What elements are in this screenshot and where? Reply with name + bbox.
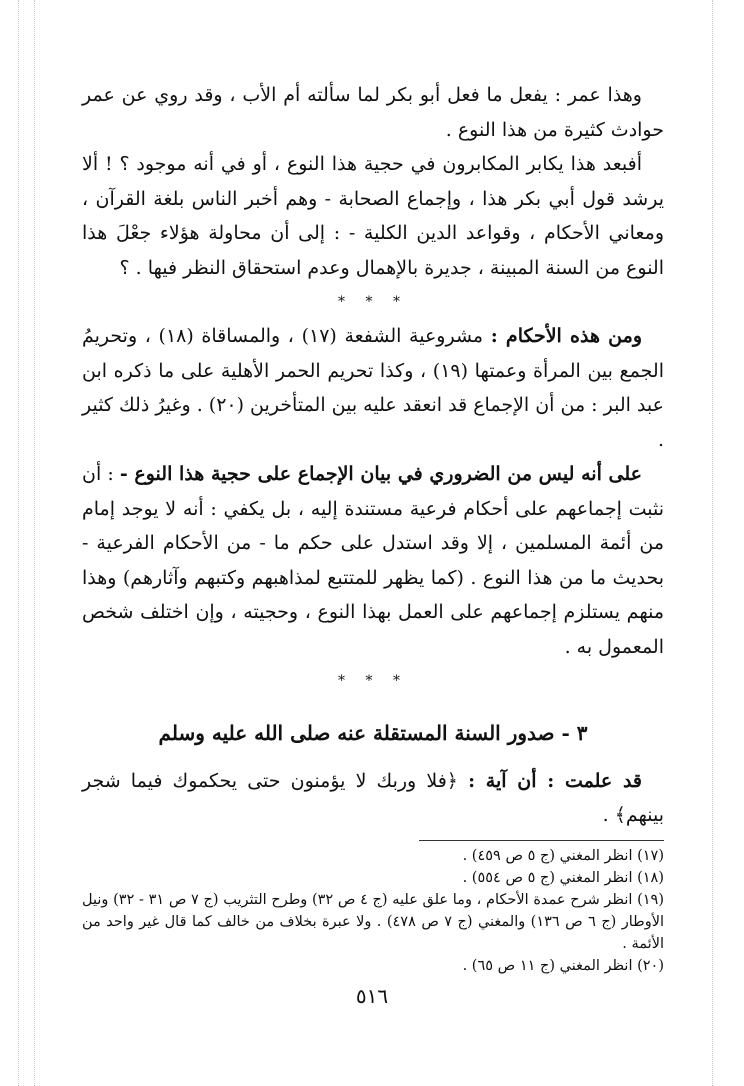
margin-guide-left-inner: [34, 0, 35, 1086]
section-heading: ٣ - صدور السنة المستقلة عنه صلى الله عليه وسلم: [158, 721, 588, 745]
section-separator: * * *: [338, 673, 408, 689]
margin-guide-right: [712, 0, 713, 1086]
section-separator: * * *: [338, 294, 408, 310]
paragraph-2: أفبعد هذا يكابر المكابرون في حجية هذا النوع ، أو في أنه موجود ؟ ! ألا يرشد قول أبي بكر هذا ، وإجماع الصحابة - وهم أخبر الناس بلغة القرآن ، ومعاني الأحكام ، وقواعد الدين الكلية - : إلى أن محاولة هؤلاء جعْلَ هذا النوع من السنة المبينة ، جديرة بالإهمال وعدم استحقاق النظر فيها . ؟: [82, 153, 664, 279]
quran-verse: ﴿فلا وربك لا يؤمنون حتى يحكموك فيما شجر بينهم﴾ .: [82, 770, 664, 826]
footnote-18: (١٨) انظر المغني (ج ٥ ص ٥٥٤) .: [462, 870, 664, 886]
paragraph-1: وهذا عمر : يفعل ما فعل أبو بكر لما سألته أم الأب ، وقد روي عن عمر حوادث كثيرة من هذا النوع .: [82, 84, 664, 141]
paragraph-3-lead: ومن هذه الأحكام :: [490, 325, 642, 347]
paragraph-3: [82, 319, 664, 457]
footnote-19: (١٩) انظر شرح عمدة الأحكام ، وما علق عليه (ج ٤ ص ٣٢) وطرح التثريب (ج ٧ ص ٣١ - ٣٢) ونيل الأوطار (ج ٦ ص ١٣٦) والمغني (ج ٧ ص ٤٧٨) . ولا عبرة بخلاف من خالف كما قال غير واحد من الأئمة .: [82, 892, 665, 952]
paragraph-3-text: مشروعية الشفعة (١٧) ، والمساقاة (١٨) ، وتحريمُ الجمع بين المرأة وعمتها (١٩) ، وكذا تحريم الحمر الأهلية على ما ذكره ابن عبد البر : من أن الإجماع قد انعقد عليه بين المتأخرين (٢٠) . وغيرُ ذلك كثير .: [81, 325, 664, 451]
footnote-17: (١٧) انظر المغني (ج ٥ ص ٤٥٩) .: [462, 848, 664, 864]
paragraph-5-lead: قد علمت : أن آية :: [468, 770, 642, 792]
page-body: [82, 78, 664, 977]
page-number: ٥١٦: [355, 984, 389, 1008]
paragraph-4: [82, 457, 664, 664]
paragraph-5: [82, 764, 664, 832]
paragraph-4-text: : أن نثبت إجماعهم على أحكام فرعية مستندة إليه ، بل يكفي : أنه لا يوجد إمام من أئمة المسلمين ، إلا وقد استدل على حكم ما - من الأحكام الفرعية - بحديث ما من هذا النوع . (كما يظهر للمتتبع لمذاهبهم وكتبهم وآثارهم) وهذا منهم يستلزم إجماعهم على العمل بهذا النوع ، وحجيته ، وإن اختلف شخص المعمول به .: [82, 463, 664, 658]
paragraph-4-lead: على أنه ليس من الضروري في بيان الإجماع على حجية هذا النوع -: [119, 463, 642, 485]
footnote-20: (٢٠) انظر المغني (ج ١١ ص ٦٥) .: [462, 958, 664, 974]
footnotes: [82, 841, 664, 977]
margin-guide-left: [18, 0, 19, 1086]
